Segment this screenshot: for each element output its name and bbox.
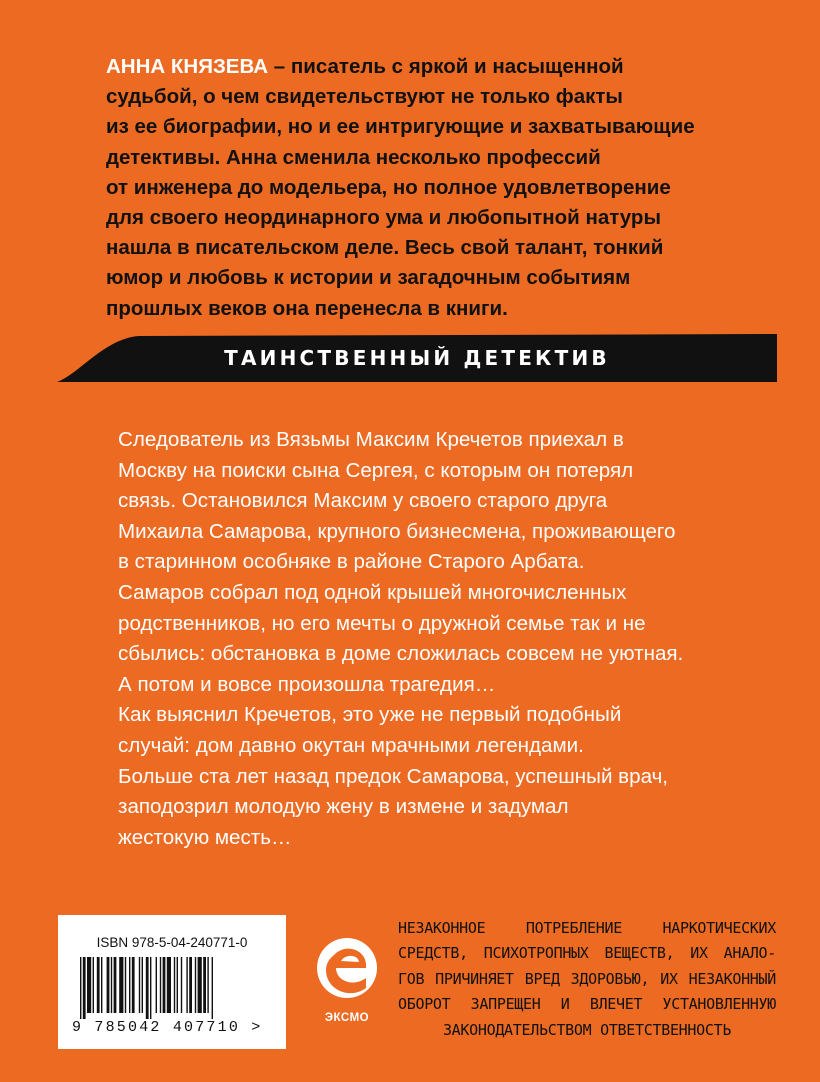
author-bio-line: прошлых веков она перенесла в книги. <box>106 296 508 320</box>
synopsis-line: жестокую месть… <box>118 825 292 849</box>
barcode-bar <box>87 957 91 1013</box>
barcode-bar <box>119 957 123 1013</box>
barcode-bar <box>111 957 112 1013</box>
barcode-bar <box>129 957 130 1013</box>
synopsis-line: в старинном особняке в районе Старого Арбата. <box>118 550 585 574</box>
barcode-bar <box>93 957 94 1013</box>
barcode-bar <box>181 957 182 1013</box>
warning-line: НЕЗАКОННОЕ ПОТРЕБЛЕНИЕ НАРКОТИЧЕСКИХ <box>398 919 776 937</box>
isbn-box <box>58 915 286 1049</box>
barcode-bar <box>97 957 100 1013</box>
synopsis-line: случай: дом давно окутан мрачными легендами. <box>118 733 584 757</box>
barcode-bar <box>160 957 161 1013</box>
warning-line: ОБОРОТ ЗАПРЕЩЕН И ВЛЕЧЕТ УСТАНОВЛЕННУЮ <box>398 995 776 1014</box>
barcode-bar <box>163 957 166 1013</box>
synopsis-line: Михаила Самарова, крупного бизнесмена, проживающего <box>118 519 676 543</box>
barcode-bar <box>139 957 140 1013</box>
author-bio-line: – писатель с яркой и насыщенной <box>268 55 624 78</box>
barcode-digits: 9 785042 407710 > <box>72 1019 263 1036</box>
author-bio-line: из ее биографии, но и ее интригующие и захватывающие <box>106 115 695 139</box>
warning-line: СРЕДСТВ, ПСИХОТРОПНЫХ ВЕЩЕСТВ, ИХ АНАЛО- <box>398 944 776 963</box>
barcode-bar <box>107 957 110 1013</box>
eksmo-logo-icon <box>312 928 382 1012</box>
author-bio-line: детективы. Анна сменила несколько профессий <box>106 145 601 169</box>
genre-banner <box>57 334 777 382</box>
barcode-bar <box>150 957 151 1019</box>
synopsis-line: заподозрил молодую жену в измене и задумал <box>118 795 569 819</box>
publisher-logo <box>312 928 382 1028</box>
barcode-bar <box>189 957 192 1013</box>
synopsis-line: Москву на поиски сына Сергея, с которым он потерял <box>118 458 634 482</box>
synopsis-line: Следователь из Вязьмы Максим Кречетов приехал в <box>118 428 624 451</box>
barcode-bar <box>80 957 81 1019</box>
barcode-bar <box>203 957 206 1013</box>
author-bio <box>106 52 756 324</box>
author-bio-line: для своего неординарного ума и любопытной натуры <box>106 206 661 230</box>
synopsis-line: сбылись: обстановка в доме сложилась совсем не уютная. <box>118 642 684 666</box>
barcode-bar <box>142 957 143 1013</box>
barcode-bar <box>114 957 117 1013</box>
barcode-bar <box>125 957 126 1013</box>
barcode-bar <box>177 957 178 1013</box>
barcode-bar <box>83 957 86 1019</box>
barcode-bar <box>101 957 102 1013</box>
legal-warning <box>398 916 776 1043</box>
synopsis-line: Как выяснил Кречетов, это уже не первый подобный <box>118 703 622 727</box>
barcode-bar <box>174 957 175 1013</box>
barcode-bar <box>132 957 135 1013</box>
synopsis-line: родственников, но его мечты о дружной семье так и не <box>118 611 646 635</box>
author-bio-line: судьбой, о чем свидетельствуют не только факты <box>106 85 623 109</box>
synopsis-line: Больше ста лет назад предок Самарова, успешный врач, <box>118 764 669 788</box>
author-bio-line: нашла в писательском деле. Весь свой талант, тонкий <box>106 236 664 260</box>
barcode-bar <box>146 957 149 1019</box>
barcode-bar <box>207 957 208 1013</box>
isbn-text: ISBN 978-5-04-240771-0 <box>96 935 248 950</box>
barcode-bar <box>167 957 171 1013</box>
synopsis-line: А потом и вовсе произошла трагедия… <box>118 672 496 696</box>
logo-text: ЭКСМО <box>324 1012 370 1024</box>
barcode-bar <box>198 957 202 1013</box>
synopsis-line: связь. Остановился Максим у своего старого друга <box>118 489 608 513</box>
barcode-bar <box>212 957 213 1019</box>
barcode <box>80 957 264 1019</box>
barcode-bar <box>195 957 196 1013</box>
warning-line: ЗАКОНОДАТЕЛЬСТВОМ ОТВЕТСТВЕННОСТЬ <box>442 1020 732 1039</box>
barcode-bar <box>186 957 187 1013</box>
barcode-bar <box>156 957 157 1013</box>
warning-line: ГОВ ПРИЧИНЯЕТ ВРЕД ЗДОРОВЬЮ, ИХ НЕЗАКОННЫЙ <box>398 969 776 988</box>
synopsis <box>118 425 738 853</box>
author-bio-line: от инженера до модельера, но полное удовлетворение <box>106 175 671 199</box>
author-name: АННА КНЯЗЕВА <box>106 55 269 78</box>
author-bio-line: юмор и любовь к истории и загадочным событиям <box>106 266 631 290</box>
synopsis-line: Самаров собрал под одной крышей многочисленных <box>118 580 627 604</box>
genre-label: ТАИНСТВЕННЫЙ ДЕТЕКТИВ <box>224 346 610 370</box>
